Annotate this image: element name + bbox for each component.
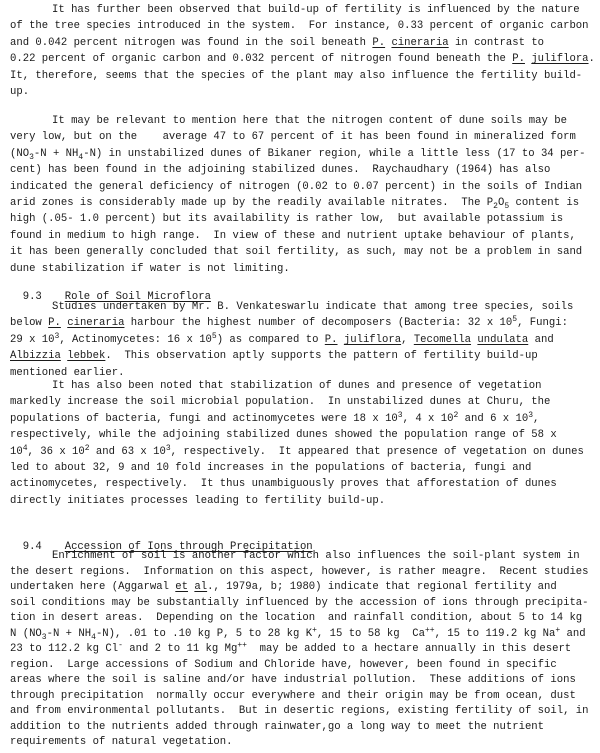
text-run: O [497,196,505,209]
text-line [10,596,595,612]
text-run: actinomycetes, respectively. It thus unambiguously proves that afforestation of dunes [10,478,557,491]
text-line [10,720,595,736]
text-line [10,378,595,394]
superscript: 3 [528,410,534,420]
text-run: , 36 x 10 [27,445,85,458]
text-run: and 0.042 percent nitrogen was found in the soil beneath [10,36,373,49]
text-line [10,315,595,331]
text-run: -N + NH [46,627,92,640]
text-line [10,611,595,627]
text-run: led to about 32, 9 and 10 fold increases in the populations of bacteria, fungi and [10,461,532,474]
text-run: 23 to 112.2 kg Cl [10,643,119,655]
underlined-term: juliflora [531,53,589,66]
text-run: It may be relevant to mention here that the nitrogen content of dune soils may be [52,115,567,127]
text-line [10,704,595,720]
underlined-term: P. [324,333,338,346]
text-line [10,129,595,145]
subscript: 3 [29,152,34,162]
text-run: addition to the nutrients added through rainwater,go a long way to meet the nutrient [10,720,545,733]
text-line [10,84,595,100]
paragraph-nitrogen-content [10,113,595,277]
text-run: soil conditions may be substantially influenced by the accession of ions through precipita- [10,596,589,609]
text-line [10,444,595,460]
text-run: below [10,317,49,330]
superscript: 3 [165,443,171,453]
text-run: , respectively. It appeared that presence of vegetation on dunes [170,445,584,458]
text-run: requirements of natural vegetation. [10,736,233,748]
subscript: 4 [91,632,96,642]
superscript: 5 [512,315,518,325]
text-run: and 2 to 11 kg Mg [122,643,238,655]
text-line [10,673,595,689]
text-run: populations of bacteria, fungi and actinomycetes were 18 x 10 [10,412,398,425]
text-line [10,348,595,364]
underlined-term: P. [512,53,525,66]
section-number: 9.4 [22,541,42,553]
underlined-term: et [175,581,189,593]
text-run: ., 1979a, b; 1980) indicate that regional fertility and [207,581,557,593]
text-run: mentioned earlier. [10,366,125,379]
superscript: 2 [453,410,459,420]
text-run: 0.22 percent of organic carbon and 0.032 percent of nitrogen found beneath the [10,53,513,66]
text-run: dune stabilization if water is not limiting. [10,262,290,275]
superscript: + [312,625,317,635]
section-title: Role of Soil Microflora [64,291,211,303]
underlined-term: undulata [477,333,529,346]
text-line [10,427,595,443]
text-run: through precipitation normally occur everywhere and their origin may be from ocean, dust [10,689,576,702]
subscript: 3 [41,632,47,642]
paragraph-decomposers [10,299,595,381]
text-run: markedly increase the soil microbial population. In unstabilized dunes at Churu, the [10,396,551,409]
text-line [10,642,595,658]
text-run: arid zones is considerably made up by the readily available nitrates. The P [10,196,494,209]
superscript: - [118,641,123,650]
text-run: , [401,333,414,346]
underlined-term: cineraria [391,36,449,49]
superscript: ++ [237,641,247,650]
text-run: very low, but on the average 47 to 67 percent of it has been found in mineralized form [10,131,576,144]
text-run: respectively, while the adjoining stabilized dunes showed the population range of 58 x [10,429,557,442]
text-line [10,689,595,705]
text-line [10,35,595,51]
text-run: it has been generally concluded that soil fertility, as such, may not be a problem in sand [10,246,583,259]
text-run: -N), .01 to .10 kg P, 5 to 28 kg K [95,627,313,640]
text-run: Enrichment of soil is another factor which also influences the soil-plant system in [52,550,580,562]
superscript: 2 [84,443,90,453]
underlined-term: Tecomella [413,333,472,346]
paragraph-fertility-species [10,2,595,100]
text-run: may be added to a hectare annually in this desert [246,643,572,655]
underlined-term: lebbek [67,350,106,363]
underlined-term: P. [48,317,61,330]
text-run: -N) in unstabilized dunes of Bikaner region, while a little less (17 to 34 per- [83,147,586,160]
text-run: cent) has been found in the adjoining stabilized dunes. Raychaudhary (1964) has also [10,164,551,177]
text-run: directly initiates processes leading to fertility build-up. [10,494,386,507]
text-line [10,476,595,492]
section-title: Accession of Ions through Precipitation [64,541,313,553]
text-run: , Actinomycetes: 16 x 10 [59,333,212,346]
text-run: and from environmental pollutants. But in desertic regions, existing fertility of soil, in [10,705,589,717]
text-run: the desert regions. Information on this aspect, however, is rather meagre. Recent studies [10,565,589,578]
subscript: 2 [493,201,498,211]
text-run: and [528,333,554,346]
text-run: of the tree species introduced in the system. For instance, 0.33 percent of organic carbon [10,20,589,33]
text-line [10,162,595,178]
text-run: Studies undertaken by Mr. B. Venkateswarlu indicate that among tree species, soils [52,301,574,313]
text-run: indicated the general deficiency of nitrogen (0.02 to 0.07 percent) in the soils of Indian [10,180,583,193]
superscript: + [555,625,561,635]
text-line [10,244,595,260]
text-line [10,460,595,476]
text-line [10,493,595,509]
text-run: , 15 to 58 kg Ca [316,627,425,640]
underlined-term: cineraria [67,317,125,330]
text-line [10,68,595,84]
text-run: It has also been noted that stabilization of dunes and presence of vegetation [52,380,542,392]
text-run: found in medium to high range. In view of these and nutrient uptake behaviour of plants, [10,229,576,242]
text-run: . This observation aptly supports the pattern of fertility build-up [105,350,538,363]
subscript: 5 [504,201,510,211]
text-line [10,549,595,565]
text-run: , Fungi: [517,317,568,330]
text-run: and 63 x 10 [89,445,166,458]
text-line [10,228,595,244]
text-run: It, therefore, seems that the species of the plant may also influence the fertility build- [10,69,583,82]
text-run: ) as compared to [216,333,325,346]
text-line [10,51,595,67]
text-run: -N + NH [33,147,79,160]
text-line [10,2,595,18]
text-run: N (NO [10,627,42,640]
text-run: , 4 x 10 [402,412,454,425]
text-line [10,113,595,129]
text-run: , [533,412,540,425]
paragraph-microbial-population [10,378,595,509]
text-run: and [560,627,586,640]
text-run: in contrast to [448,36,545,49]
underlined-term: juliflora [343,333,402,346]
text-line [10,332,595,348]
text-line [10,411,595,427]
underlined-term: P. [372,36,386,49]
superscript: ++ [424,625,435,635]
superscript: 4 [22,443,28,453]
text-run: and 6 x 10 [458,412,529,425]
text-line [10,580,595,596]
text-run: areas where the soil is saline and/or have industrial pollution. These additions of ions [10,674,576,686]
text-line [10,735,595,751]
text-run: harbour the highest number of decomposers (Bacteria: 32 x 10 [124,317,513,330]
text-run: region. Large accessions of Sodium and Chloride have, however, been found in specific [10,658,557,671]
text-run: up. [10,85,30,98]
text-run: high (.05- 1.0 percent) but its availability is rather low, but available potassium is [10,213,564,226]
text-line [10,394,595,410]
text-line [10,179,595,195]
text-run: . [588,53,595,66]
text-run: undertaken here (Aggarwal [10,581,176,593]
text-run: (NO [10,147,30,160]
subscript: 4 [78,152,84,162]
text-run: 29 x 10 [10,333,55,346]
text-line [10,211,595,227]
text-run: , 15 to 119.2 kg Na [434,627,556,640]
text-line [10,565,595,581]
text-line [10,146,595,162]
text-line [10,627,595,643]
text-run: It has further been observed that build-up of fertility is influenced by the nature [52,4,580,16]
superscript: 3 [397,410,403,420]
paragraph-ion-accession [10,549,595,751]
section-number: 9.3 [22,291,42,303]
superscript: 3 [54,331,60,341]
underlined-term: al [194,581,208,593]
text-run: content is [509,196,580,209]
text-line [10,299,595,315]
text-line [10,18,595,34]
text-line [10,658,595,674]
superscript: 5 [211,331,217,341]
text-run: 10 [10,445,23,458]
underlined-term: Albizzia [10,350,61,363]
text-run: tion in desert areas. Depending on the location and rainfall condition, about 5 to 14 kg [10,612,583,624]
text-line [10,195,595,211]
